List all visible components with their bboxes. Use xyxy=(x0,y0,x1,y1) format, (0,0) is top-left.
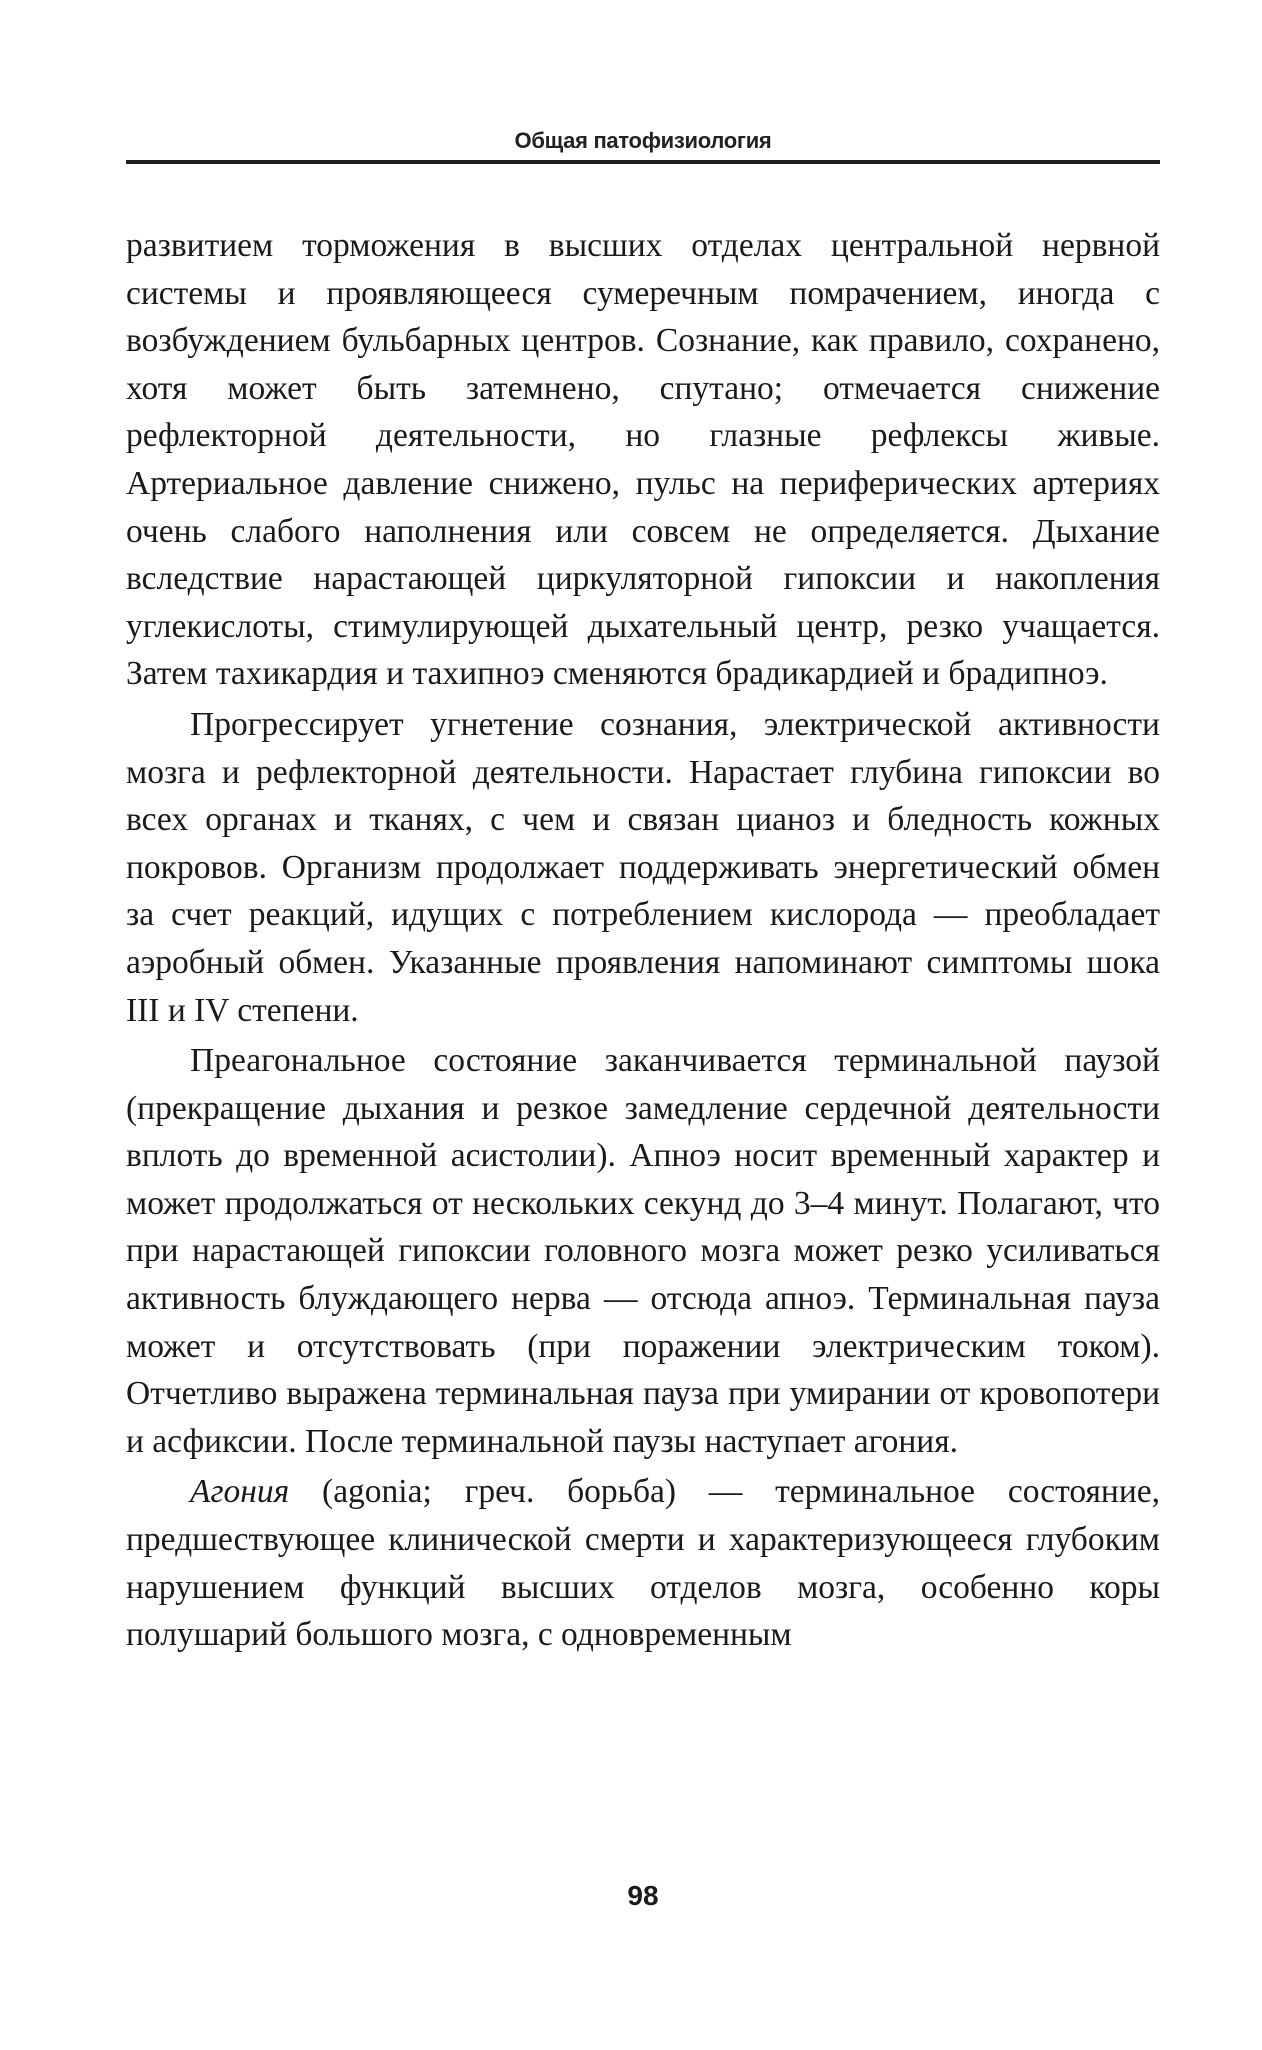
page-number: 98 xyxy=(627,1880,659,1911)
body-text xyxy=(126,222,1160,1659)
running-head: Общая патофизиология xyxy=(514,128,772,153)
paragraph-definition xyxy=(126,1468,1160,1658)
definition-text: (agonia; греч. борьба) — терминальное состояние, предшествующее клинической смерти и характеризующееся глубоким нарушением функций высших отделов мозга, особенно коры полушарий большого мозга, с одновременным xyxy=(126,1473,1160,1654)
defined-term: Агония xyxy=(190,1473,290,1511)
paragraph: Прогрессирует угнетение сознания, электрической активности мозга и рефлекторной деятельности. Нарастает глубина гипоксии во всех органах и тканях, с чем и связан цианоз и бледность кожных покровов. Организм продолжает поддерживать энергетический обмен за счет реакций, идущих с потреблением кислорода — преобладает аэробный обмен. Указанные проявления напоминают симптомы шока III и IV степени. xyxy=(126,705,1160,1029)
paragraph-continued: развитием торможения в высших отделах центральной нервной системы и проявляющееся сумеречным помрачением, иногда с возбуждением бульбарных центров. Сознание, как правило, сохранено, хотя может быть затемнено, спутано; отмечается снижение рефлекторной деятельности, но глазные рефлексы живые. Артериальное давление снижено, пульс на периферических артериях очень слабого наполнения или совсем не определяется. Дыхание вследствие нарастающей циркуляторной гипоксии и накопления углекислоты, стимулирующей дыхательный центр, резко учащается. Затем тахикардия и тахипноэ сменяются брадикардией и брадипноэ. xyxy=(126,227,1160,693)
header-rule xyxy=(126,160,1160,164)
paragraph: Преагональное состояние заканчивается терминальной паузой (прекращение дыхания и резкое замедление сердечной деятельности вплоть до временной асистолии). Апноэ носит временный характер и может продолжаться от нескольких секунд до 3–4 минут. Полагают, что при нарастающей гипоксии головного мозга может резко усиливаться активность блуждающего нерва — отсюда апноэ. Терминальная пауза может и отсутствовать (при поражении электрическим током). Отчетливо выражена терминальная пауза при умирании от кровопотери и асфиксии. После терминальной паузы наступает агония. xyxy=(126,1042,1160,1460)
